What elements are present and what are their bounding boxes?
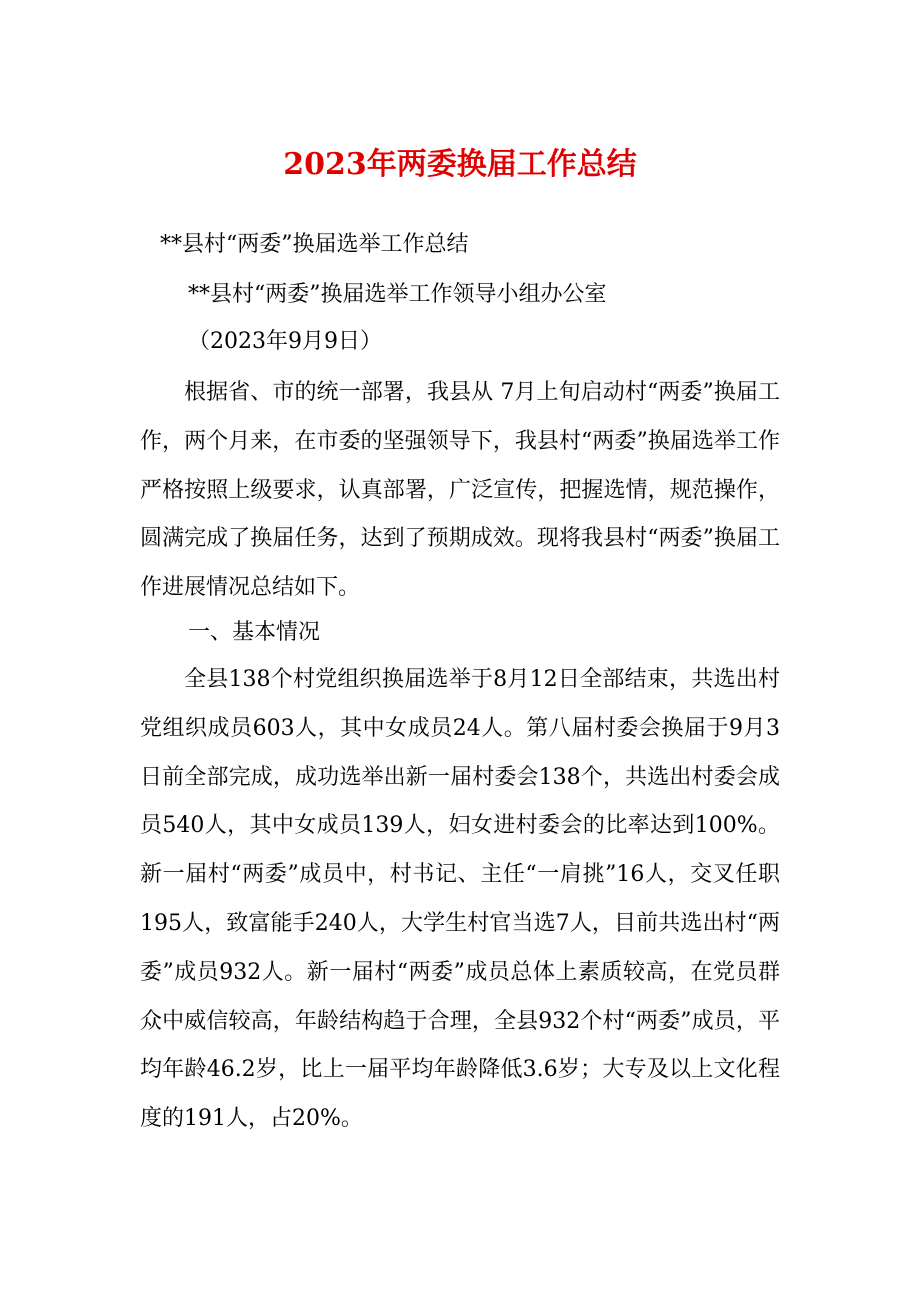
issuing-office: **县村“两委”换届选举工作领导小组办公室	[188, 282, 607, 307]
document-date: （2023年9月9日）	[188, 329, 382, 354]
intro-paragraph: 根据省、市的统一部署，我县从 7月上旬启动村“两委”换届工作，两个月来，在市委的坚强领导下，我县村“两委”换届选举工作严格按照上级要求，认真部署，广泛宣传，把握选情，规范操作，圆满完成了换届任务，达到了预期成效。现将我县村“两委”换届工作进展情况总结如下。	[140, 380, 780, 601]
document-subtitle: **县村“两委”换届选举工作总结	[160, 232, 469, 257]
document-title: 2023年两委换届工作总结	[283, 147, 637, 182]
basic-situation-paragraph: 全县138个村党组织换届选举于8月12日全部结束，共选出村党组织成员603人，其中女成员24人。第八届村委会换届于9月3日前全部完成，成功选举出新一届村委会138个，共选出村委会成员540人，其中女成员139人，妇女进村委会的比率达到100%。新一届村“两委”成员中，村书记、主任“一肩挑”16人，交叉任职195人，致富能手240人，大学生村官当选7人，目前共选出村“两委”成员932人。新一届村“两委”成员总体上素质较高，在党员群众中威信较高，年龄结构趋于合理，全县932个村“两委”成员，平均年龄46.2岁，比上一届平均年龄降低3.6岁；大专及以上文化程度的191人，占20%。	[140, 667, 780, 1132]
section-heading: 一、基本情况	[188, 620, 321, 645]
